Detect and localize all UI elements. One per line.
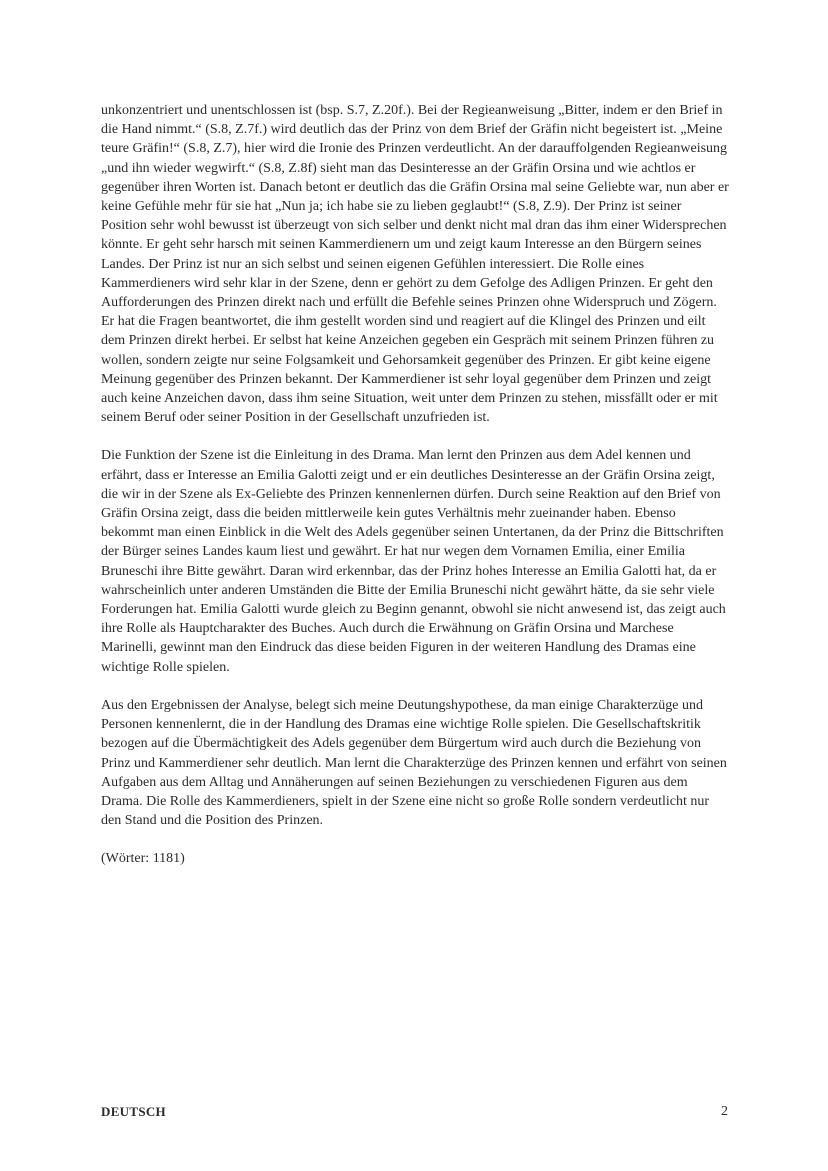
document-body (101, 101, 729, 888)
word-count: (Wörter: 1181) (101, 851, 185, 867)
footer-subject: DEUTSCH (101, 1104, 166, 1119)
paragraph-conclusion: Aus den Ergebnissen der Analyse, belegt sich meine Deutungshypothese, da man einige Charakterzüge und Personen kennenlernt, die in der Handlung des Dramas eine wichtige Rolle spielen. Die Gesellschaftskritik bezogen auf die Übermächtigkeit des Adels gegenüber dem Bürgertum wird auch durch die Beziehung von Prinz und Kammerdiener sehr deutlich. Man lernt die Charakterzüge des Prinzen kennen und erfährt von seinen Aufgaben aus dem Alltag und Annäherungen auf seinen Beziehungen zu verschiedenen Figuren aus dem Drama. Die Rolle des Kammerdieners, spielt in der Szene eine nicht so große Rolle sondern verdeutlicht nur den Stand und die Position des Prinzen. (101, 697, 727, 829)
page-number: 2 (721, 1104, 728, 1119)
paragraph-scene-function: Die Funktion der Szene ist die Einleitung in des Drama. Man lernt den Prinzen aus dem Adel kennen und erfährt, dass er Interesse an Emilia Galotti zeigt und er ein deutliches Desinteresse an der Gräfin Orsina zeigt, die wir in der Szene als Ex-Geliebte des Prinzen kennenlernen dürfen. Durch seine Reaktion auf den Brief von Gräfin Orsina zeigt, dass die beiden mittlerweile kein gutes Verhältnis mehr zueinander haben. Ebenso bekommt man einen Einblick in die Welt des Adels gegenüber seinen Untertanen, da der Prinz die Bittschriften der Bürger seines Landes kaum liest und gewährt. Er hat nur wegen dem Vornamen Emilia, einer Emilia Bruneschi ihre Bitte gewährt. Daran wird erkennbar, das der Prinz hohes Interesse an Emilia Galotti hat, da er wahrscheinlich unter anderen Umständen die Bitte der Emilia Bruneschi nicht gewährt hätte, da sie sehr viele Forderungen hat. Emilia Galotti wurde gleich zu Beginn genannt, obwohl sie nicht anwesend ist, das zeigt auch ihre Rolle als Hauptcharakter des Buches. Auch durch die Erwähnung on Gräfin Orsina und Marchese Marinelli, gewinnt man den Eindruck das diese beiden Figuren in der weiteren Handlung des Dramas eine wichtige Rolle spielen. (101, 448, 726, 675)
paragraph-character-analysis: unkonzentriert und unentschlossen ist (bsp. S.7, Z.20f.). Bei der Regieanweisung „Bitter, indem er den Brief in die Hand nimmt.“ (S.8, Z.7f.) wird deutlich das der Prinz von dem Brief der Gräfin nicht begeistert ist. „Meine teure Gräfin!“ (S.8, Z.7), hier wird die Ironie des Prinzen verdeutlicht. An der darauffolgenden Regieanweisung „und ihn wieder wegwirft.“ (S.8, Z.8f) sieht man das Desinteresse an der Gräfin Orsina und wie achtlos er gegenüber ihren Worten ist. Danach betont er deutlich das die Gräfin Orsina mal seine Geliebte war, nun aber er keine Gefühle mehr für sie hat „Nun ja; ich habe sie zu lieben geglaubt!“ (S.8, Z.9). Der Prinz ist seiner Position sehr wohl bewusst ist überzeugt von sich selber und denkt nicht mal dran das ihm einer Widersprechen könnte. Er geht sehr harsch mit seinen Kammerdienern um und zeigt kaum Interesse an den Bürgern seines Landes. Der Prinz ist nur an sich selbst und seinen eigenen Gefühlen interessiert. Die Rolle eines Kammerdieners wird sehr klar in der Szene, denn er gehört zu dem Gefolge des Adligen Prinzen. Er geht den Aufforderungen des Prinzen direkt nach und erfüllt die Befehle seines Prinzen ohne Widerspruch und Zögern. Er hat die Fragen beantwortet, die ihm gestellt worden sind und reagiert auf die Klingel des Prinzen und eilt dem Prinzen direkt herbei. Er selbst hat keine Anzeichen gegeben ein Gespräch mit seinem Prinzen führen zu wollen, sondern zeigte nur seine Folgsamkeit und Gehorsamkeit gegenüber des Prinzen. Er gibt keine eigene Meinung gegenüber des Prinzen bekannt. Der Kammerdiener ist sehr loyal gegenüber dem Prinzen und zeigt auch keine Anzeichen davon, dass ihm seine Situation, weit unter dem Prinzen zu stehen, missfällt oder er mit seinem Beruf oder seiner Position in der Gesellschaft unzufrieden ist. (101, 103, 729, 426)
